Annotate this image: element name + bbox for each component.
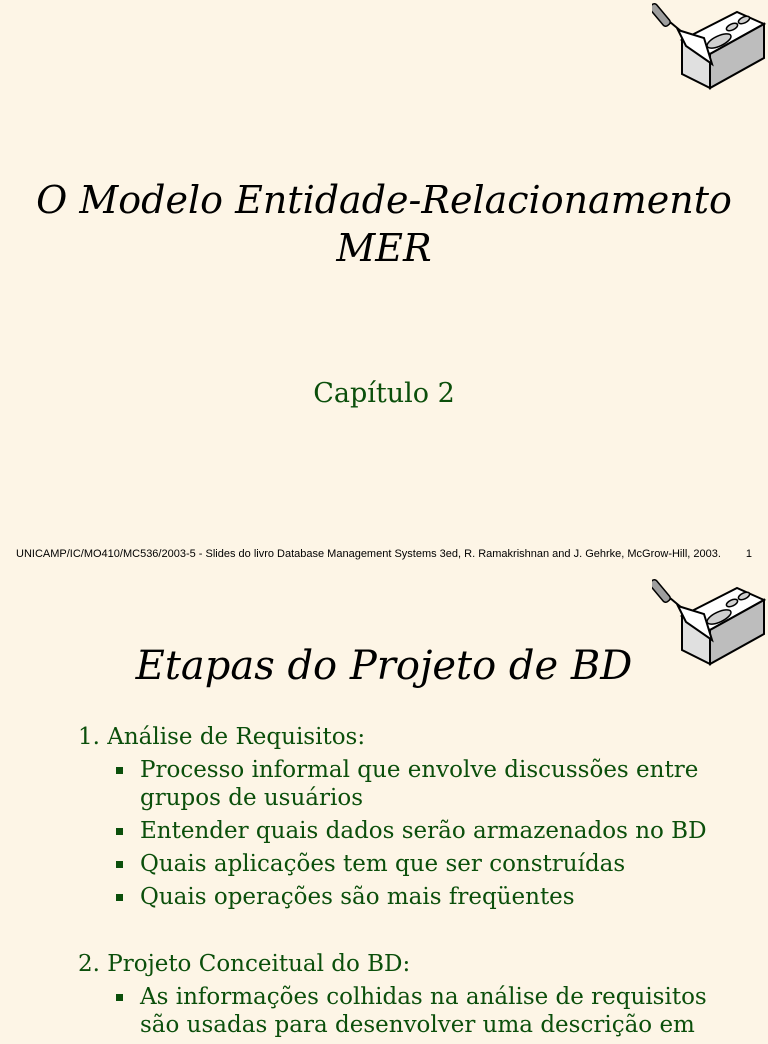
square-bullet-icon bbox=[116, 994, 123, 1001]
square-bullet-icon bbox=[116, 861, 123, 868]
page-number: 1 bbox=[745, 548, 752, 560]
list-item: Quais operações são mais freqüentes bbox=[116, 883, 718, 911]
list-item: Processo informal que envolve discussões entre grupos de usuários bbox=[116, 756, 718, 812]
square-bullet-icon bbox=[116, 767, 123, 774]
title-line-1: O Modelo Entidade-Relacionamento bbox=[36, 178, 732, 222]
bullet-list bbox=[78, 756, 718, 911]
slide-2 bbox=[0, 576, 768, 1038]
title-line-2: MER bbox=[336, 226, 432, 270]
section-requirements bbox=[78, 722, 718, 916]
section-conceptual bbox=[78, 949, 718, 1044]
slide-title: Etapas do Projeto de BD bbox=[135, 643, 633, 689]
section-heading: 2. Projeto Conceitual do BD: bbox=[78, 951, 411, 977]
slide-subtitle: Capítulo 2 bbox=[313, 378, 455, 409]
slide-footer bbox=[16, 548, 756, 560]
square-bullet-icon bbox=[116, 894, 123, 901]
trowel-brick-icon bbox=[652, 0, 768, 92]
list-item: As informações colhidas na análise de requisitos são usadas para desenvolver uma descrição em bbox=[116, 983, 718, 1039]
bullet-list bbox=[78, 983, 718, 1039]
section-heading: 1. Análise de Requisitos: bbox=[78, 724, 366, 750]
slide-title bbox=[0, 176, 768, 272]
footer-text: UNICAMP/IC/MO410/MC536/2003-5 - Slides do livro Database Management Systems 3ed, R. Ramakrishnan and J. Gehrke, McGrow-Hill, 2003. bbox=[16, 548, 721, 560]
list-item: Quais aplicações tem que ser construídas bbox=[116, 850, 718, 878]
square-bullet-icon bbox=[116, 828, 123, 835]
list-item: Entender quais dados serão armazenados no BD bbox=[116, 817, 718, 845]
